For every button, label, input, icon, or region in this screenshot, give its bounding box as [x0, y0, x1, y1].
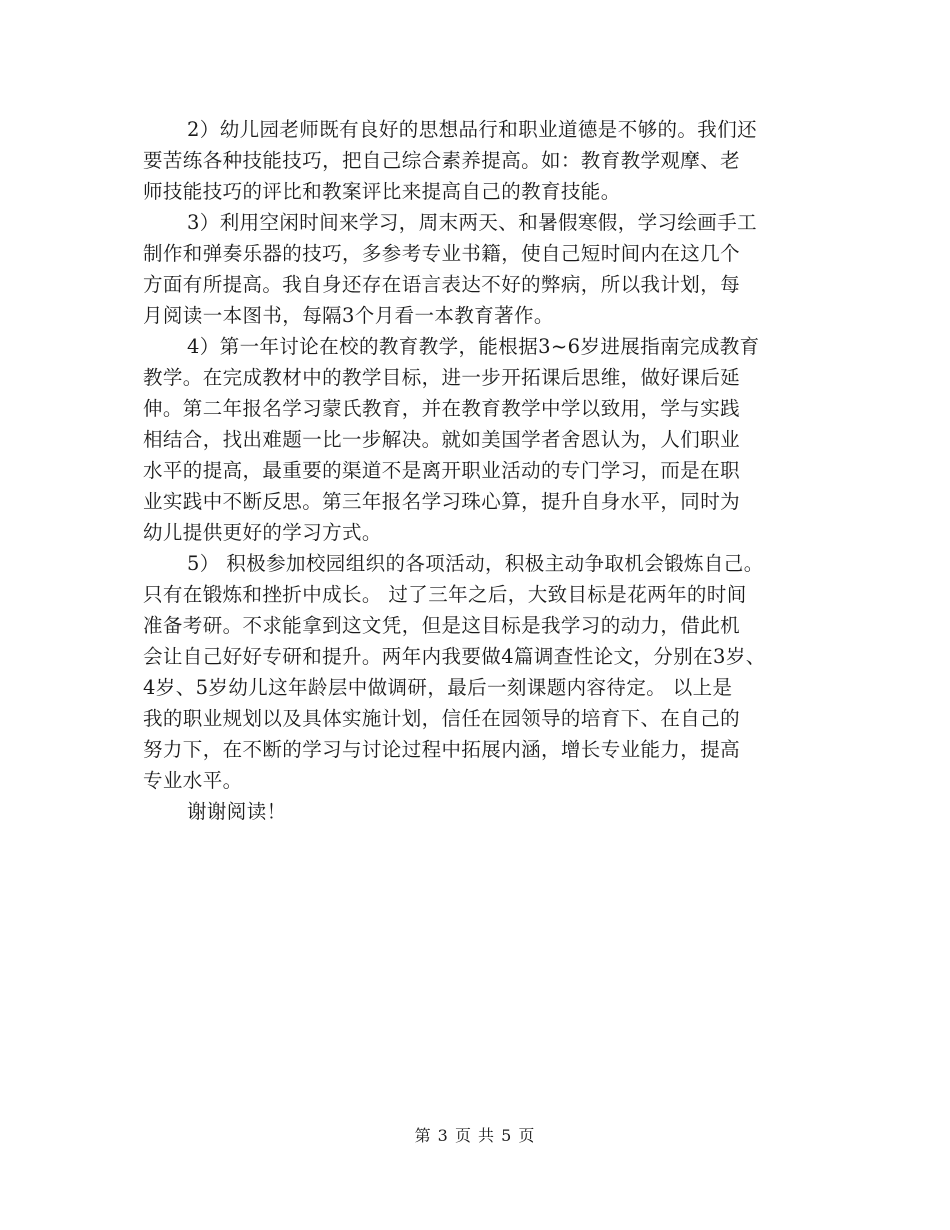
text-line: 5） 积极参加校园组织的各项活动，积极主动争取机会锻炼自己。: [187, 552, 764, 575]
text-line: 方面有所提高。我自身还存在语言表达不好的弊病，所以我计划，每: [143, 273, 741, 296]
text-line: 水平的提高，最重要的渠道不是离开职业活动的专门学习，而是在职: [143, 459, 741, 482]
text-line: 业实践中不断反思。第三年报名学习珠心算，提升自身水平，同时为: [143, 490, 741, 513]
text-line: 教学。在完成教材中的教学目标，进一步开拓课后思维，做好课后延: [143, 366, 741, 389]
page-number: 第 3 页 共 5 页: [414, 1126, 536, 1145]
text-line: 制作和弹奏乐器的技巧，多参考专业书籍，使自己短时间内在这几个: [143, 242, 741, 265]
text-line: 2）幼儿园老师既有良好的思想品行和职业道德是不够的。我们还: [187, 118, 758, 141]
text-line: 努力下，在不断的学习与讨论过程中拓展内涵，增长专业能力，提高: [143, 738, 741, 761]
text-line: 3）利用空闲时间来学习，周末两天、和暑假寒假，学习绘画手工: [187, 211, 758, 234]
text-line: 师技能技巧的评比和教案评比来提高自己的教育技能。: [143, 180, 621, 203]
text-line: 4）第一年讨论在校的教育教学，能根据3~6岁进展指南完成教育: [187, 335, 760, 358]
text-line: 要苦练各种技能技巧，把自己综合素养提高。如：教育教学观摩、老: [143, 149, 741, 172]
text-line: 只有在锻炼和挫折中成长。 过了三年之后，大致目标是花两年的时间: [143, 583, 747, 606]
text-line: 幼儿提供更好的学习方式。: [143, 521, 382, 544]
text-line: 4岁、5岁幼儿这年龄层中做调研，最后一刻课题内容待定。 以上是: [143, 676, 733, 699]
text-line: 专业水平。: [143, 769, 243, 792]
text-line: 我的职业规划以及具体实施计划，信任在园领导的培育下、在自己的: [143, 707, 741, 730]
document-body: [143, 114, 823, 827]
text-line: 准备考研。不求能拿到这文凭，但是这目标是我学习的动力，借此机: [143, 614, 741, 637]
text-line: 相结合，找出难题一比一步解决。就如美国学者舍恩认为，人们职业: [143, 428, 741, 451]
text-line: 谢谢阅读！: [187, 800, 287, 823]
text-line: 月阅读一本图书，每隔3个月看一本教育著作。: [143, 304, 554, 327]
text-line: 会让自己好好专研和提升。两年内我要做4篇调查性论文，分别在3岁、: [143, 645, 766, 668]
text-line: 伸。第二年报名学习蒙氏教育，并在教育教学中学以致用，学与实践: [143, 397, 741, 420]
